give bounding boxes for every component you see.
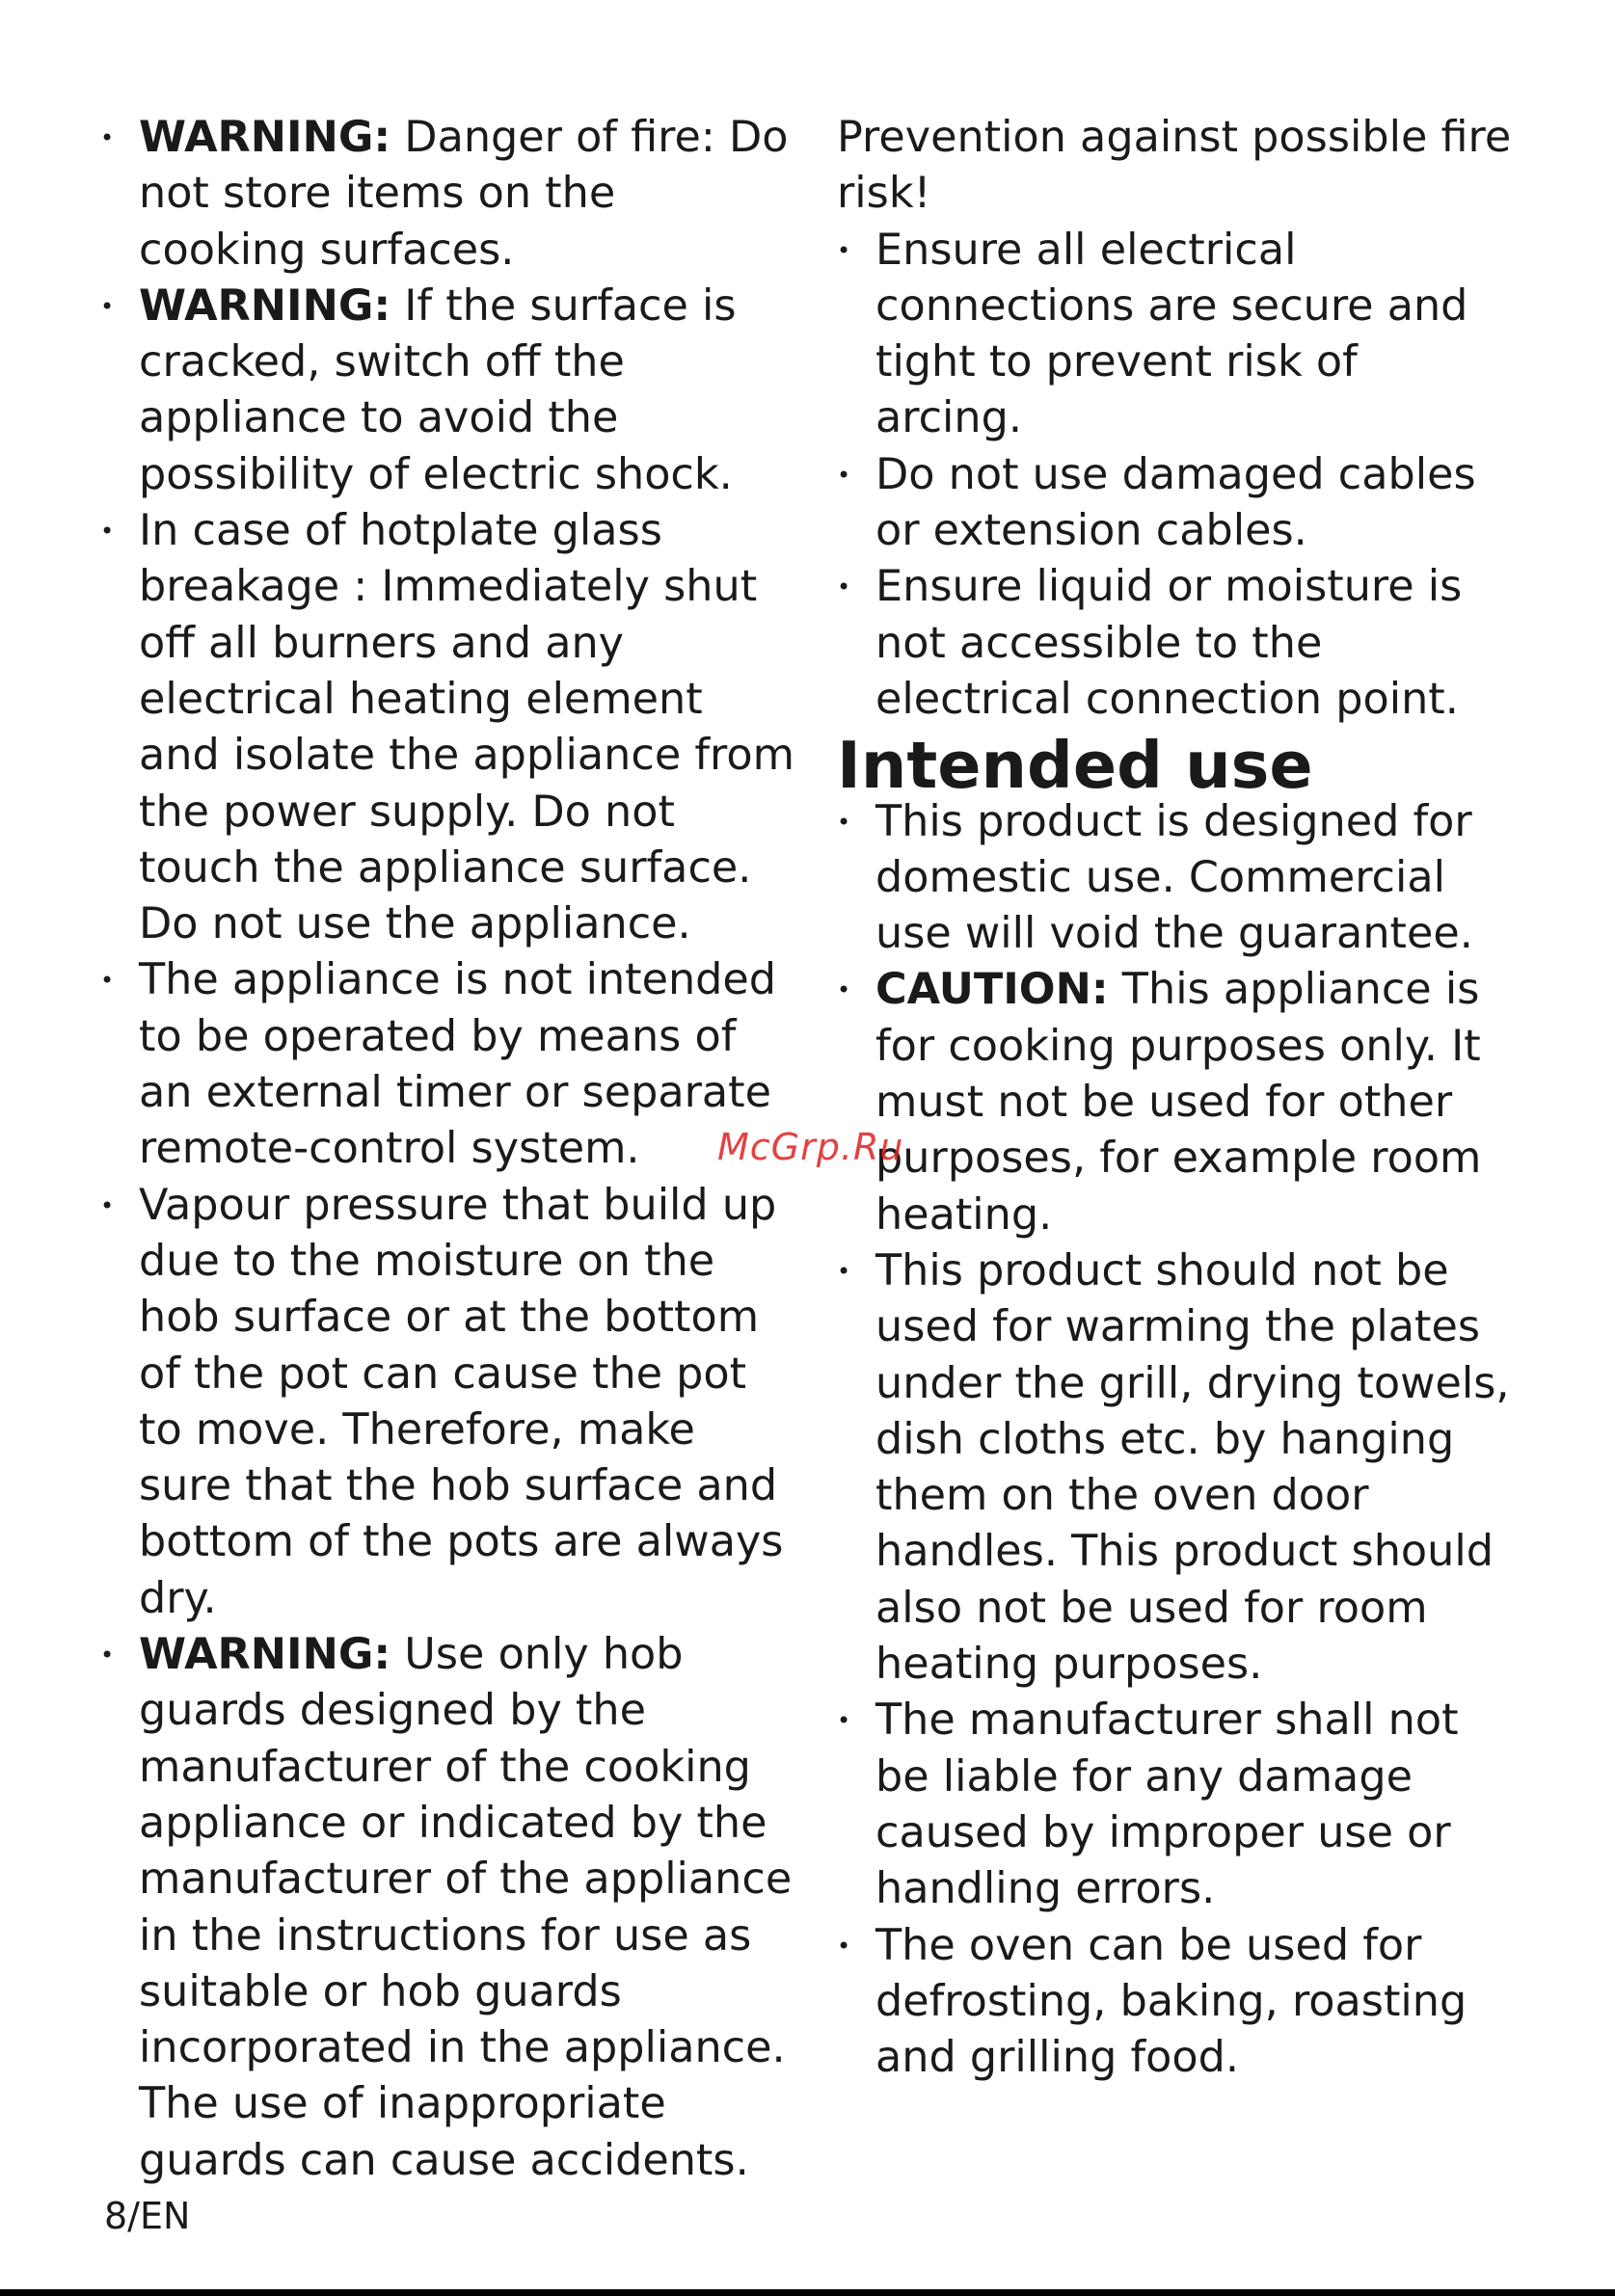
fire-risk-intro: Prevention against possible fire risk! <box>837 113 1512 219</box>
list-item-text: Ensure liquid or moisture is not accessible to the electrical connection point. <box>875 562 1463 724</box>
list-item <box>837 447 1512 560</box>
warning-label: WARNING: <box>139 280 391 331</box>
watermark: McGrp.Ru <box>717 1126 904 1168</box>
list-item <box>837 1243 1512 1693</box>
list-item <box>837 1693 1512 1917</box>
list-item <box>100 1178 794 1627</box>
list-item <box>837 794 1512 963</box>
list-item-text: If the surface is cracked, switch off the appliance to avoid the possibility of electric shock. <box>139 280 737 499</box>
warning-label: WARNING: <box>139 113 391 162</box>
list-item-text: The appliance is not intended to be operated by means of an external timer or separate remote-control system. <box>139 955 777 1174</box>
list-item <box>100 279 794 503</box>
list-item <box>100 1627 794 2189</box>
list-item <box>100 110 794 279</box>
warning-list <box>100 110 794 2189</box>
list-item <box>837 962 1512 1242</box>
list-item-text: Do not use damaged cables or extension cables. <box>875 449 1476 556</box>
page-number: 8/EN <box>104 2195 191 2237</box>
list-item-text: In case of hotplate glass breakage : Immediately shut off all burners and any electrical heating element and isolate the appliance from the power supply. Do not touch the appliance surface. Do not use the appliance. <box>139 506 794 949</box>
list-item <box>837 1918 1512 2087</box>
right-column <box>837 110 1512 2086</box>
list-item-text: Ensure all electrical connections are secure and tight to prevent risk of arcing. <box>875 225 1468 443</box>
list-item-text: Danger of fire: Do not store items on the cooking surfaces. <box>139 113 789 275</box>
list-item-text: This product should not be used for warming the plates under the grill, drying towels, dish cloths etc. by hanging them on the oven door handles. This product should also not be used for room heating purposes. <box>875 1245 1510 1690</box>
intended-use-list <box>837 794 1512 2087</box>
bottom-divider <box>0 2289 1615 2296</box>
list-item-text: The manufacturer shall not be liable for any damage caused by improper use or handling errors. <box>875 1695 1459 1914</box>
list-item-text: Use only hob guards designed by the manufacturer of the cooking appliance or indicated by the manufacturer of the appliance in the instructions for use as suitable or hob guards incorporated in the appliance. The use of inappropriate guards can cause accidents. <box>139 1630 793 2185</box>
warning-label: WARNING: <box>139 1630 391 1680</box>
list-item-text: This appliance is for cooking purposes only. It must not be used for other purposes, for example room heating. <box>875 965 1482 1240</box>
caution-label: CAUTION: <box>875 965 1109 1015</box>
section-heading-intended-use: Intended use <box>837 728 1313 804</box>
fire-prevention-list <box>837 223 1512 729</box>
list-item-text: Vapour pressure that build up due to the moisture on the hob surface or at the bottom of the pot can cause the pot to move. Therefore, make sure that the hob surface and bottom of the pots are always dry. <box>139 1180 784 1623</box>
list-item-text: This product is designed for domestic use. Commercial use will void the guarantee. <box>875 796 1473 959</box>
list-item <box>100 952 794 1177</box>
list-item <box>837 559 1512 728</box>
left-column <box>100 110 794 2189</box>
list-item <box>100 503 794 952</box>
list-item-text: The oven can be used for defrosting, baking, roasting and grilling food. <box>875 1920 1467 2083</box>
list-item <box>837 223 1512 447</box>
